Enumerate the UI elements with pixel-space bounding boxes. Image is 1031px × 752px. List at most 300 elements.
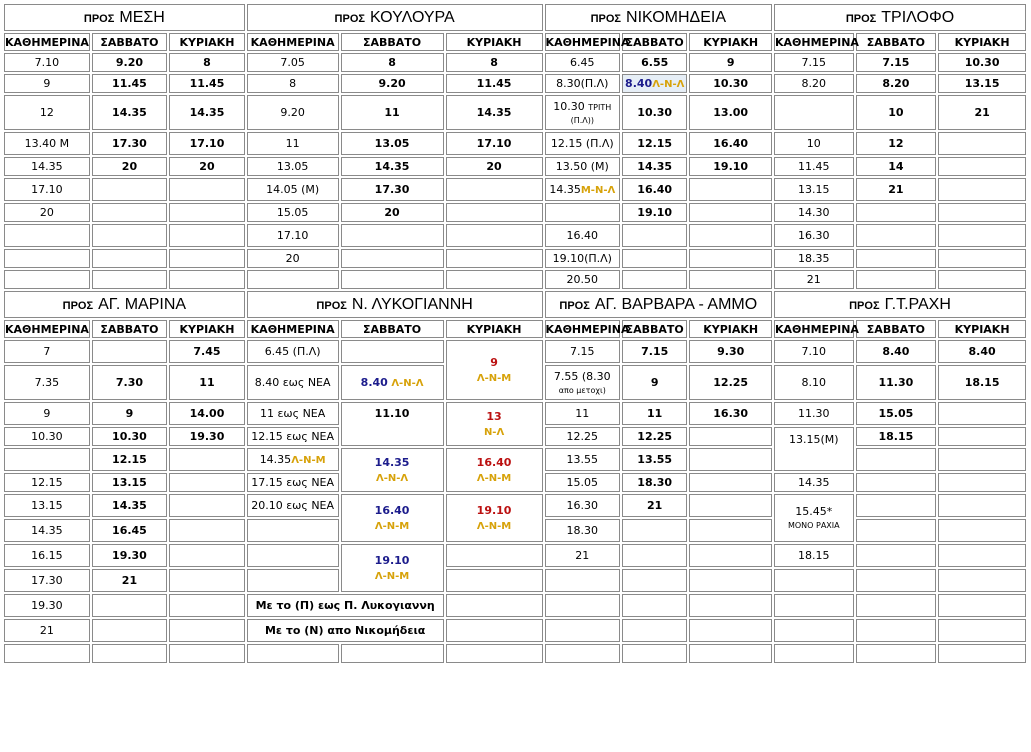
empty-cell [689, 249, 772, 268]
empty-cell [689, 178, 772, 201]
empty-cell [169, 249, 245, 268]
empty-cell [169, 494, 245, 517]
table-cell: 19.30 [169, 427, 245, 446]
table-cell: 11.30 [774, 402, 854, 425]
table-cell: ΚΥΡΙΑΚΗ [169, 320, 245, 338]
table-row [4, 569, 1026, 592]
table-row [4, 594, 1026, 617]
table-cell: 13.55 [545, 448, 621, 471]
empty-cell [341, 644, 444, 663]
table-row [4, 544, 1026, 567]
table-cell: ΣΑΒΒΑΤΟ [341, 320, 444, 338]
empty-cell [774, 619, 854, 642]
table-cell: 11 [169, 365, 245, 400]
empty-cell [938, 203, 1026, 222]
empty-cell [938, 249, 1026, 268]
table-cell: 21 [856, 178, 937, 201]
table-cell: 7.15 [545, 340, 621, 363]
table-cell: 12.15 εως ΝΕΑ [247, 427, 339, 446]
empty-cell [446, 178, 543, 201]
empty-cell [622, 569, 687, 592]
empty-cell [938, 594, 1026, 617]
title-trilofo: ΠΡΟΣ ΤΡΙΛΟΦΟ [774, 4, 1026, 31]
table-cell: 13.05 [247, 157, 339, 176]
empty-cell [856, 519, 937, 542]
empty-cell [938, 402, 1026, 425]
note-p: Με το (Π) εως Π. Λυκογιαννη [247, 594, 444, 617]
table-cell: ΚΑΘΗΜΕΡΙΝΑ [545, 33, 621, 51]
table-cell: ΣΑΒΒΑΤΟ [622, 33, 687, 51]
table-cell: 14.05 (Μ) [247, 178, 339, 201]
table-cell: 21 [622, 494, 687, 517]
table-cell: 16.40 Λ-Ν-Μ [341, 494, 444, 542]
empty-cell [247, 569, 339, 592]
empty-cell [92, 203, 168, 222]
empty-cell [938, 178, 1026, 201]
table-cell: ΣΑΒΒΑΤΟ [856, 33, 937, 51]
table-cell: 16.15 [4, 544, 90, 567]
empty-cell [938, 619, 1026, 642]
empty-cell [545, 594, 621, 617]
empty-cell [169, 544, 245, 567]
table-cell: ΣΑΒΒΑΤΟ [92, 33, 168, 51]
table-cell: 17.10 [446, 132, 543, 155]
empty-cell [92, 270, 168, 289]
table-cell: 21 [4, 619, 90, 642]
table-cell: 8.20 [774, 74, 854, 93]
empty-cell [446, 569, 543, 592]
empty-cell [856, 544, 937, 567]
table-cell: 12.15 [92, 448, 168, 471]
empty-cell [689, 519, 772, 542]
empty-cell [247, 519, 339, 542]
table-cell: 12.25 [545, 427, 621, 446]
title-kouloura: ΠΡΟΣ ΚΟΥΛΟΥΡΑ [247, 4, 543, 31]
table-cell: 20 [446, 157, 543, 176]
table-cell: 17.15 εως ΝΕΑ [247, 473, 339, 492]
header-row [4, 320, 1026, 338]
empty-cell [689, 594, 772, 617]
table-cell: 20 [169, 157, 245, 176]
empty-cell [774, 594, 854, 617]
table-cell: 17.30 [92, 132, 168, 155]
table-cell: 6.45 [545, 53, 621, 72]
table-cell: 13.00 [689, 95, 772, 130]
table-cell: 10.30 ΤΡΙΤΗ (Π.Λ)) [545, 95, 621, 130]
empty-cell [622, 224, 687, 247]
empty-cell [938, 157, 1026, 176]
table-cell: 8.40 [938, 340, 1026, 363]
empty-cell [856, 270, 937, 289]
table-cell: 14.35 [4, 519, 90, 542]
table-cell: 9.20 [247, 95, 339, 130]
empty-cell [689, 544, 772, 567]
empty-cell [622, 519, 687, 542]
table-cell: 14.30 [774, 203, 854, 222]
table-cell: 16.40 Λ-Ν-Μ [446, 448, 543, 492]
table-cell: 8.40 εως ΝΕΑ [247, 365, 339, 400]
table-cell: 16.30 [689, 402, 772, 425]
table-cell: ΚΥΡΙΑΚΗ [446, 33, 543, 51]
table-cell: 8 [169, 53, 245, 72]
table-cell: ΚΥΡΙΑΚΗ [938, 320, 1026, 338]
empty-cell [247, 544, 339, 567]
table-cell: 14.35 [92, 95, 168, 130]
table-cell: 10.30 [622, 95, 687, 130]
table-cell: 13.15 [92, 473, 168, 492]
table-cell: 18.30 [622, 473, 687, 492]
empty-cell [938, 427, 1026, 446]
title-ag-marina: ΠΡΟΣ ΑΓ. ΜΑΡΙΝΑ [4, 291, 245, 318]
empty-cell [169, 473, 245, 492]
empty-cell [856, 569, 937, 592]
empty-cell [774, 95, 854, 130]
empty-cell [92, 249, 168, 268]
empty-cell [622, 544, 687, 567]
table-cell: 10.30 [4, 427, 90, 446]
title-g-t-rachi: ΠΡΟΣ Γ.Τ.ΡΑΧΗ [774, 291, 1026, 318]
table-cell: ΚΑΘΗΜΕΡΙΝΑ [774, 33, 854, 51]
table-cell: 10.30 [689, 74, 772, 93]
empty-cell [169, 569, 245, 592]
empty-cell [856, 448, 937, 471]
table-cell: ΚΑΘΗΜΕΡΙΝΑ [4, 320, 90, 338]
table-cell: 9 Λ-Ν-Μ [446, 340, 543, 400]
empty-cell [856, 494, 937, 517]
table-cell: 20 [4, 203, 90, 222]
empty-cell [545, 644, 621, 663]
header-row [4, 33, 1026, 51]
table-cell: 10 [774, 132, 854, 155]
table-cell: 12 [4, 95, 90, 130]
table-cell: 13.05 [341, 132, 444, 155]
empty-cell [938, 544, 1026, 567]
table-cell: ΚΥΡΙΑΚΗ [689, 33, 772, 51]
table-cell: 8.40 [856, 340, 937, 363]
table-cell: 13.15(Μ) [774, 427, 854, 471]
empty-cell [689, 494, 772, 517]
table-row [4, 157, 1026, 176]
empty-cell [938, 270, 1026, 289]
table-cell: 17.30 [341, 178, 444, 201]
table-cell: 11.45 [169, 74, 245, 93]
table-cell: 14.35 [622, 157, 687, 176]
table-cell: 13.15 [4, 494, 90, 517]
empty-cell [622, 644, 687, 663]
title-n-lykogianni: ΠΡΟΣ Ν. ΛΥΚΟΓΙΑΝΝΗ [247, 291, 543, 318]
empty-cell [4, 224, 90, 247]
empty-cell [689, 473, 772, 492]
table-cell: 10.30 [938, 53, 1026, 72]
table-cell: 11 [622, 402, 687, 425]
table-cell: 14.35Λ-Ν-Μ [247, 448, 339, 471]
table-cell: 14.35 [4, 157, 90, 176]
table-row [4, 95, 1026, 130]
empty-cell [341, 340, 444, 363]
table-cell: 10 [856, 95, 937, 130]
empty-cell [774, 569, 854, 592]
empty-cell [689, 224, 772, 247]
table-cell: 9.20 [341, 74, 444, 93]
table-cell: 18.15 [938, 365, 1026, 400]
table-cell: 7.55 (8.30 απο μετοχι) [545, 365, 621, 400]
table-cell: 11.45 [92, 74, 168, 93]
table-cell: 8.40Λ-Ν-Λ [622, 74, 687, 93]
table-cell: 12.15 [4, 473, 90, 492]
empty-cell [938, 448, 1026, 471]
empty-cell [92, 594, 168, 617]
table-cell: 19.10 [622, 203, 687, 222]
table-cell: 13.15 [774, 178, 854, 201]
table-cell: 19.10 Λ-Ν-Μ [341, 544, 444, 592]
table-cell: ΚΥΡΙΑΚΗ [938, 33, 1026, 51]
empty-cell [446, 203, 543, 222]
table-cell: 16.40 [622, 178, 687, 201]
table-cell: 9 [4, 402, 90, 425]
table-row [4, 249, 1026, 268]
empty-cell [689, 270, 772, 289]
empty-cell [4, 448, 90, 471]
table-cell: 16.45 [92, 519, 168, 542]
empty-cell [446, 224, 543, 247]
table-row [4, 340, 1026, 363]
empty-cell [341, 224, 444, 247]
empty-cell [92, 644, 168, 663]
table-cell: 14.35 [341, 157, 444, 176]
table-cell: 16.40 [689, 132, 772, 155]
empty-cell [856, 473, 937, 492]
table-cell: 11 εως ΝΕΑ [247, 402, 339, 425]
empty-cell [689, 448, 772, 471]
table-cell: 12.25 [622, 427, 687, 446]
table-cell: 17.10 [4, 178, 90, 201]
table-cell: 9.20 [92, 53, 168, 72]
empty-cell [341, 249, 444, 268]
table-row [4, 619, 1026, 642]
table-cell: 7.05 [247, 53, 339, 72]
empty-cell [938, 644, 1026, 663]
table-cell: 7.10 [4, 53, 90, 72]
table-cell: ΚΥΡΙΑΚΗ [169, 33, 245, 51]
empty-cell [169, 448, 245, 471]
table-cell: 19.30 [4, 594, 90, 617]
table-cell: 7 [4, 340, 90, 363]
empty-cell [622, 619, 687, 642]
timetable [2, 2, 1028, 665]
empty-cell [446, 644, 543, 663]
table-cell: 14 [856, 157, 937, 176]
table-cell: 7.35 [4, 365, 90, 400]
table-cell: 17.10 [247, 224, 339, 247]
table-cell: 12 [856, 132, 937, 155]
table-cell: 7.45 [169, 340, 245, 363]
table-cell: 9 [4, 74, 90, 93]
empty-cell [446, 594, 543, 617]
empty-cell [92, 224, 168, 247]
table-cell: 7.10 [774, 340, 854, 363]
table-cell: 18.15 [856, 427, 937, 446]
table-cell: 21 [92, 569, 168, 592]
empty-cell [169, 519, 245, 542]
table-cell: 21 [938, 95, 1026, 130]
empty-cell [169, 224, 245, 247]
table-cell: 11 [247, 132, 339, 155]
table-cell: 13.55 [622, 448, 687, 471]
table-cell: 11.30 [856, 365, 937, 400]
table-row [4, 270, 1026, 289]
empty-cell [446, 619, 543, 642]
empty-cell [341, 270, 444, 289]
empty-cell [689, 203, 772, 222]
empty-cell [446, 544, 543, 567]
table-cell: ΚΑΘΗΜΕΡΙΝΑ [545, 320, 621, 338]
table-row [4, 402, 1026, 425]
table-cell: 14.35 [774, 473, 854, 492]
table-cell: ΣΑΒΒΑΤΟ [622, 320, 687, 338]
empty-cell [689, 619, 772, 642]
table-cell: 7.15 [622, 340, 687, 363]
empty-cell [689, 427, 772, 446]
empty-cell [622, 270, 687, 289]
table-cell: 14.35 [169, 95, 245, 130]
table-row [4, 132, 1026, 155]
table-cell: 18.15 [774, 544, 854, 567]
table-cell: 6.55 [622, 53, 687, 72]
table-cell: 14.00 [169, 402, 245, 425]
table-cell: ΚΑΘΗΜΕΡΙΝΑ [4, 33, 90, 51]
table-cell: 20 [92, 157, 168, 176]
empty-cell [689, 644, 772, 663]
table-row [4, 53, 1026, 72]
table-cell: 7.15 [856, 53, 937, 72]
table-cell: 8 [341, 53, 444, 72]
table-cell: ΚΑΘΗΜΕΡΙΝΑ [247, 33, 339, 51]
table-cell: 11.10 [341, 402, 444, 446]
empty-cell [938, 494, 1026, 517]
empty-cell [446, 270, 543, 289]
table-cell: 16.30 [774, 224, 854, 247]
empty-cell [856, 249, 937, 268]
empty-cell [856, 644, 937, 663]
empty-cell [247, 644, 339, 663]
table-cell: ΚΥΡΙΑΚΗ [446, 320, 543, 338]
table-row [4, 203, 1026, 222]
table-cell: 18.30 [545, 519, 621, 542]
empty-cell [169, 178, 245, 201]
table-cell: 10.30 [92, 427, 168, 446]
table-cell: 8 [446, 53, 543, 72]
table-cell: 16.30 [545, 494, 621, 517]
table-cell: 8.10 [774, 365, 854, 400]
empty-cell [247, 270, 339, 289]
table-cell: 14.35 Λ-Ν-Λ [341, 448, 444, 492]
empty-cell [92, 178, 168, 201]
table-cell: 8.30(Π.Λ) [545, 74, 621, 93]
empty-cell [856, 203, 937, 222]
table-row [4, 644, 1026, 663]
table-cell: 19.10 [689, 157, 772, 176]
table-cell: 18.35 [774, 249, 854, 268]
empty-cell [92, 619, 168, 642]
table-cell: ΣΑΒΒΑΤΟ [856, 320, 937, 338]
table-cell: 11 [545, 402, 621, 425]
table-cell: 15.05 [247, 203, 339, 222]
table-cell: 9 [622, 365, 687, 400]
empty-cell [856, 619, 937, 642]
empty-cell [545, 569, 621, 592]
empty-cell [4, 644, 90, 663]
table-row [4, 178, 1026, 201]
table-cell: 13.15 [938, 74, 1026, 93]
title-ag-varvara: ΠΡΟΣ ΑΓ. ΒΑΡΒΑΡΑ - ΑΜΜΟ [545, 291, 772, 318]
empty-cell [856, 224, 937, 247]
empty-cell [622, 249, 687, 268]
empty-cell [938, 224, 1026, 247]
empty-cell [545, 203, 621, 222]
table-cell: ΚΑΘΗΜΕΡΙΝΑ [774, 320, 854, 338]
empty-cell [446, 249, 543, 268]
empty-cell [169, 619, 245, 642]
table-row [4, 448, 1026, 471]
empty-cell [4, 270, 90, 289]
table-cell: 9 [92, 402, 168, 425]
table-cell: 19.10 Λ-Ν-Μ [446, 494, 543, 542]
table-cell: 13 Ν-Λ [446, 402, 543, 446]
empty-cell [856, 594, 937, 617]
table-cell: 15.05 [856, 402, 937, 425]
empty-cell [169, 203, 245, 222]
empty-cell [622, 594, 687, 617]
empty-cell [4, 249, 90, 268]
table-cell: ΣΑΒΒΑΤΟ [341, 33, 444, 51]
empty-cell [169, 594, 245, 617]
table-cell: 7.15 [774, 53, 854, 72]
table-cell: 20.10 εως ΝΕΑ [247, 494, 339, 517]
empty-cell [169, 644, 245, 663]
table-cell: 17.10 [169, 132, 245, 155]
note-n: Με το (Ν) απο Νικομήδεια [247, 619, 444, 642]
table-cell: 13.40 Μ [4, 132, 90, 155]
table-cell: ΣΑΒΒΑΤΟ [92, 320, 168, 338]
table-cell: 9 [689, 53, 772, 72]
table-cell: ΚΑΘΗΜΕΡΙΝΑ [247, 320, 339, 338]
table-cell: 12.15 (Π.Λ) [545, 132, 621, 155]
empty-cell [938, 473, 1026, 492]
table-cell: 20 [247, 249, 339, 268]
empty-cell [938, 569, 1026, 592]
table-cell: 8 [247, 74, 339, 93]
empty-cell [92, 340, 168, 363]
table-cell: 8.40 Λ-Ν-Λ [341, 365, 444, 400]
empty-cell [689, 569, 772, 592]
table-row [4, 494, 1026, 517]
table-cell: 16.40 [545, 224, 621, 247]
table-row [4, 224, 1026, 247]
table-cell: 21 [774, 270, 854, 289]
empty-cell [169, 270, 245, 289]
table-cell: 12.15 [622, 132, 687, 155]
table-row [4, 74, 1026, 93]
table-cell: 8.20 [856, 74, 937, 93]
empty-cell [938, 132, 1026, 155]
table-cell: 19.10(Π.Λ) [545, 249, 621, 268]
table-cell: 14.35 [92, 494, 168, 517]
empty-cell [774, 644, 854, 663]
table-cell: 9.30 [689, 340, 772, 363]
empty-cell [938, 519, 1026, 542]
table-cell: 11.45 [774, 157, 854, 176]
title-nikomideia: ΠΡΟΣ ΝΙΚΟΜΗΔΕΙΑ [545, 4, 772, 31]
